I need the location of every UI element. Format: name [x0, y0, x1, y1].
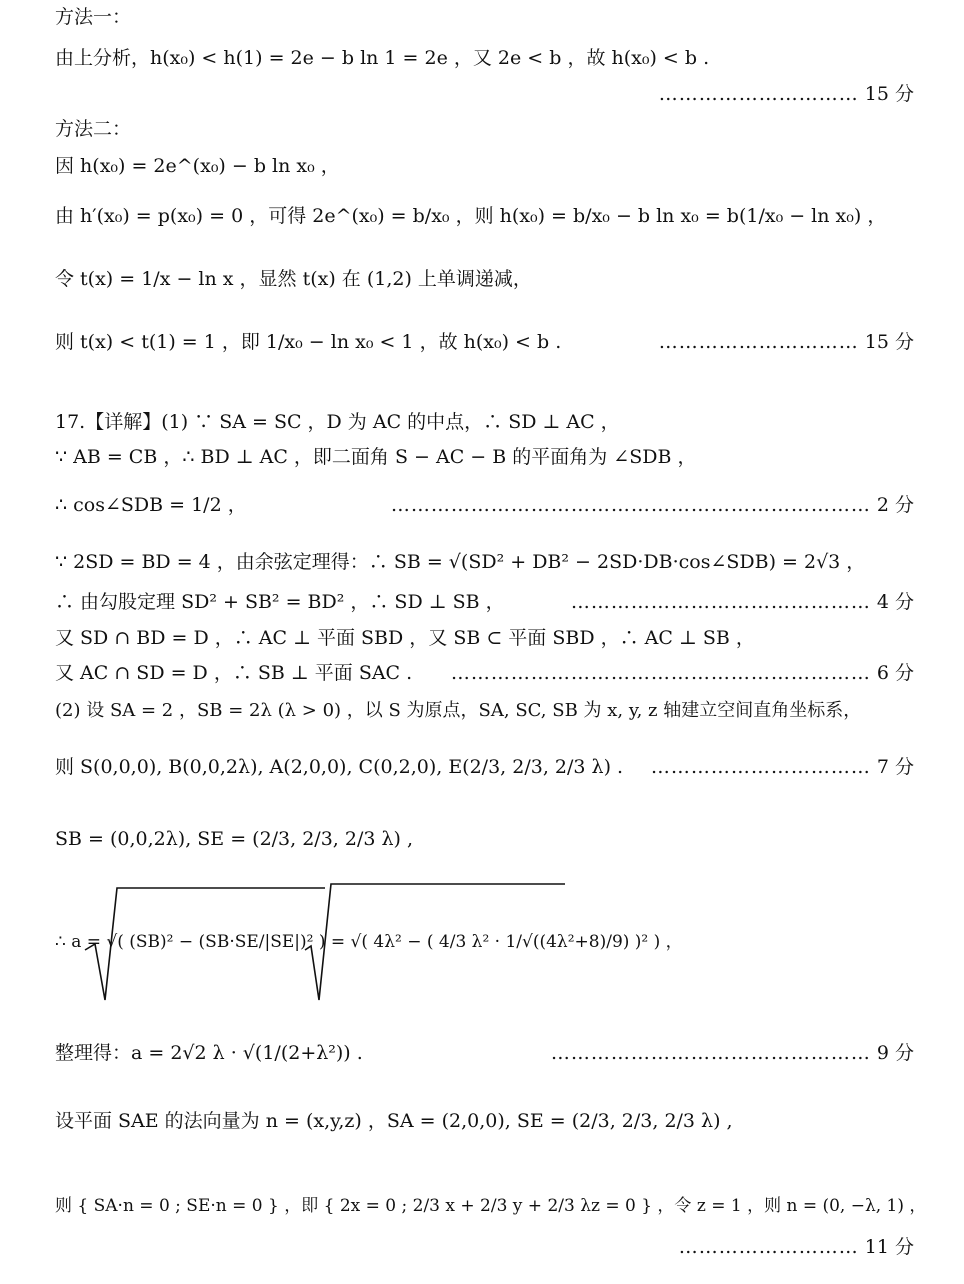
- q17-line-11: ∴ a = √( (SB)² − (SB·SE/|SE|)² ) = √( 4λ² − ( 4/3 λ² · 1/√((4λ²+8)/9) )² ) ，: [55, 932, 683, 952]
- score-line: …………………………… 7 分: [650, 756, 914, 778]
- method-two-title: 方法二：: [55, 118, 132, 140]
- score-label: 15 分: [864, 83, 914, 105]
- score-label: 4 分: [876, 591, 914, 613]
- q17-line-10: SB = (0,0,2λ), SE = (2/3, 2/3, 2/3 λ) ,: [55, 828, 414, 850]
- q17-line-6: 又 SD ∩ BD = D ，∴ AC ⊥ 平面 SBD ，又 SB ⊂ 平面 SBD ，∴ AC ⊥ SB ，: [55, 627, 755, 649]
- score-line: ……………………… 11 分: [678, 1236, 914, 1258]
- score-line: ……………………………………… 4 分: [570, 591, 914, 613]
- method-two-line-3: 令 t(x) = 1/x − ln x ，显然 t(x) 在 (1,2) 上单调递减，: [55, 268, 532, 290]
- q17-line-4: ∵ 2SD = BD = 4 ，由余弦定理得：∴ SB = √(SD² + DB² − 2SD·DB·cos∠SDB) = 2√3 ，: [55, 551, 866, 573]
- score-label: 15 分: [864, 331, 914, 353]
- score-line: ………………………… 15 分: [658, 83, 914, 105]
- score-line: ………………………………………… 9 分: [550, 1042, 914, 1064]
- method-one-title: 方法一：: [55, 6, 132, 28]
- q17-line-5: ∴ 由勾股定理 SD² + SB² = BD² ，∴ SD ⊥ SB ，: [55, 591, 505, 613]
- q17-line-12: 整理得：a = 2√2 λ · √(1/(2+λ²)) .: [55, 1042, 363, 1064]
- method-one-line: 由上分析，h(x₀) < h(1) = 2e − b ln 1 = 2e ，又 2e < b ，故 h(x₀) < b .: [55, 47, 710, 69]
- score-label: 9 分: [876, 1042, 914, 1064]
- q17-line-13: 设平面 SAE 的法向量为 n = (x,y,z) ，SA = (2,0,0), SE = (2/3, 2/3, 2/3 λ) ,: [55, 1110, 733, 1132]
- score-line: ……………………………………………………… 6 分: [450, 662, 914, 684]
- method-two-line-4: 则 t(x) < t(1) = 1 ，即 1/x₀ − ln x₀ < 1 ，故 h(x₀) < b .: [55, 331, 562, 353]
- method-two-line-1: 因 h(x₀) = 2e^(x₀) − b ln x₀ ，: [55, 155, 340, 177]
- q17-line-14: 则 { SA·n = 0 ; SE·n = 0 } ，即 { 2x = 0 ; 2/3 x + 2/3 y + 2/3 λz = 0 } ，令 z = 1 ，则 n = (0, −λ, 1) ，: [55, 1196, 927, 1216]
- method-two-line-2: 由 h′(x₀) = p(x₀) = 0 ，可得 2e^(x₀) = b/x₀ ，则 h(x₀) = b/x₀ − b ln x₀ = b(1/x₀ − ln x₀) ，: [55, 205, 887, 227]
- score-line: ………………………… 15 分: [658, 331, 914, 353]
- score-label: 7 分: [876, 756, 914, 778]
- q17-line-1: 17.【详解】(1) ∵ SA = SC ，D 为 AC 的中点，∴ SD ⊥ AC ，: [55, 411, 620, 433]
- q17-line-9: 则 S(0,0,0), B(0,0,2λ), A(2,0,0), C(0,2,0), E(2/3, 2/3, 2/3 λ) .: [55, 756, 624, 778]
- score-line: ……………………………………………………………… 2 分: [390, 494, 914, 516]
- score-label: 11 分: [864, 1236, 914, 1258]
- q17-line-3: ∴ cos∠SDB = 1/2 ，: [55, 494, 247, 516]
- q17-line-8: (2) 设 SA = 2 ，SB = 2λ (λ > 0) ，以 S 为原点，SA, SC, SB 为 x, y, z 轴建立空间直角坐标系，: [55, 700, 862, 721]
- q17-line-2: ∵ AB = CB ，∴ BD ⊥ AC ，即二面角 S − AC − B 的平面角为 ∠SDB ，: [55, 446, 697, 468]
- score-label: 2 分: [876, 494, 914, 516]
- score-label: 6 分: [876, 662, 914, 684]
- q17-line-7: 又 AC ∩ SD = D ，∴ SB ⊥ 平面 SAC .: [55, 662, 413, 684]
